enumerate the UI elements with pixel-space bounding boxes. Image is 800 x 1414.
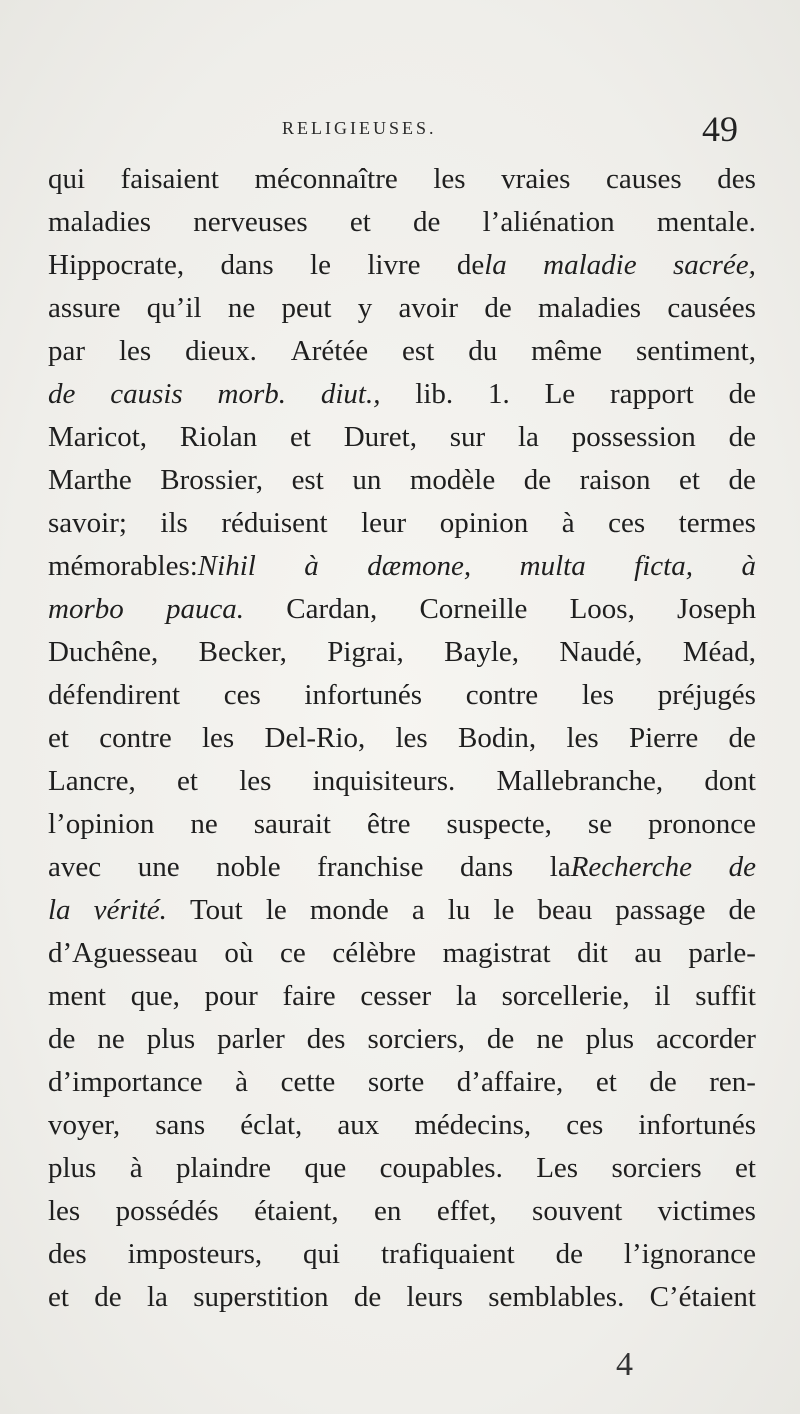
text-word: avoir <box>398 292 459 324</box>
text-word: qu’il <box>146 292 202 324</box>
text-line <box>48 631 756 674</box>
text-word: et <box>349 206 371 238</box>
text-word: Loos, <box>569 593 635 625</box>
text-word: dieux. <box>185 335 257 367</box>
text-word: de <box>649 1066 677 1098</box>
text-word: Duret, <box>343 421 417 453</box>
text-word: méconnaître <box>254 163 398 195</box>
text-word: morb. <box>217 378 287 410</box>
text-word: d’importance <box>48 1066 203 1098</box>
text-word: C’étaient <box>649 1281 756 1313</box>
text-word: à <box>741 550 756 582</box>
text-word: trafiquaient <box>381 1238 515 1270</box>
text-line <box>48 330 756 373</box>
text-word: et <box>48 722 69 754</box>
text-word: les <box>118 335 152 367</box>
text-line <box>48 1104 756 1147</box>
text-word: plus <box>146 1023 196 1055</box>
text-word: ne <box>190 808 218 840</box>
text-word: Arétée <box>290 335 369 367</box>
text-word: de <box>48 378 76 410</box>
text-word: Naudé, <box>559 636 643 668</box>
text-word: une <box>137 851 180 883</box>
text-line <box>48 459 756 502</box>
text-word: sentiment, <box>635 335 756 367</box>
text-word: sacrée, <box>672 249 756 281</box>
text-word: qui <box>48 163 86 195</box>
text-line <box>48 502 756 545</box>
text-line <box>48 588 756 631</box>
text-word: le <box>265 894 287 926</box>
text-word: au <box>634 937 662 969</box>
text-word: rapport <box>610 378 694 410</box>
text-word: dans <box>460 851 514 883</box>
text-line <box>48 674 756 717</box>
text-word: la <box>48 894 71 926</box>
text-word: de <box>523 464 552 496</box>
text-word: lib. <box>415 378 454 410</box>
text-word: éclat, <box>240 1109 303 1141</box>
text-word: Tout <box>189 894 243 926</box>
text-word: est <box>291 464 324 496</box>
text-line <box>48 760 756 803</box>
text-word: en <box>374 1195 402 1227</box>
text-word: sur <box>449 421 486 453</box>
text-word: contre <box>465 679 539 711</box>
text-word: a <box>411 894 425 926</box>
text-word: Les <box>536 1152 579 1184</box>
text-word: multa <box>519 550 586 582</box>
text-line <box>48 1061 756 1104</box>
text-word: Bayle, <box>444 636 520 668</box>
text-word: à <box>235 1066 249 1098</box>
text-word: ment <box>48 980 106 1012</box>
text-word: pour <box>204 980 258 1012</box>
text-word: et <box>735 1152 756 1184</box>
text-word: nerveuses <box>193 206 308 238</box>
text-word: voyer, <box>48 1109 121 1141</box>
text-word: qui <box>303 1238 341 1270</box>
text-word: réduisent <box>221 507 328 539</box>
text-word: de <box>94 1281 122 1313</box>
text-word: de <box>484 292 512 324</box>
text-word: cette <box>280 1066 336 1098</box>
text-word: Le <box>544 378 576 410</box>
text-word: que <box>304 1152 347 1184</box>
text-word: à <box>129 1152 143 1184</box>
text-line <box>48 287 756 330</box>
text-word: causes <box>605 163 682 195</box>
text-word: causées <box>667 292 756 324</box>
text-word: Méad, <box>682 636 756 668</box>
text-word: y <box>357 292 373 324</box>
text-line <box>48 975 756 1018</box>
text-line <box>48 1276 756 1319</box>
text-word: de <box>486 1023 515 1055</box>
text-line <box>48 889 756 932</box>
text-line <box>48 1190 756 1233</box>
text-word: ce <box>279 937 306 969</box>
text-word: faire <box>282 980 336 1012</box>
running-title: RELIGIEUSES. <box>282 118 437 138</box>
text-line <box>48 803 756 846</box>
text-word: Pierre <box>628 722 699 754</box>
text-line <box>48 1233 756 1276</box>
text-word: la <box>455 980 477 1012</box>
text-word: médecins, <box>414 1109 532 1141</box>
text-word: infortunés <box>304 679 423 711</box>
text-word: maladie <box>543 249 637 281</box>
text-word: Cardan, <box>286 593 378 625</box>
text-word: maladies <box>48 206 152 238</box>
text-word: la <box>517 421 539 453</box>
text-word: dont <box>704 765 756 797</box>
text-word: à <box>561 507 575 539</box>
text-word: l’ignorance <box>623 1238 756 1270</box>
text-word: les <box>433 163 466 195</box>
text-word: plaindre <box>175 1152 271 1184</box>
text-word: mémorables:Nihil <box>48 550 256 582</box>
text-word: ces <box>223 679 261 711</box>
text-line <box>48 158 756 201</box>
text-word: dit <box>577 937 608 969</box>
text-word: pauca. <box>165 593 245 625</box>
text-word: Riolan <box>179 421 258 453</box>
text-word: il <box>654 980 671 1012</box>
text-word: termes <box>678 507 756 539</box>
text-word: et <box>177 765 198 797</box>
text-word: beau <box>537 894 593 926</box>
text-word: morbo <box>48 593 124 625</box>
text-word: de <box>728 464 756 496</box>
text-word: coupables. <box>379 1152 503 1184</box>
text-word: plus <box>48 1152 97 1184</box>
text-word: les <box>395 722 428 754</box>
text-word: cesser <box>360 980 432 1012</box>
text-word: Bodin, <box>458 722 537 754</box>
text-word: prononce <box>648 808 756 840</box>
text-word: 1. <box>488 378 510 410</box>
text-word: que, <box>130 980 180 1012</box>
text-word: semblables. <box>488 1281 625 1313</box>
text-word: des <box>306 1023 346 1055</box>
text-word: préjugés <box>657 679 756 711</box>
text-word: noble <box>216 851 281 883</box>
text-word: Del-Rio, <box>264 722 366 754</box>
text-word: suspecte, <box>446 808 552 840</box>
text-word: la <box>146 1281 168 1313</box>
text-word: plus <box>585 1023 635 1055</box>
text-line <box>48 1018 756 1061</box>
text-word: et <box>48 1281 69 1313</box>
text-word: les <box>581 679 615 711</box>
text-word: de <box>555 1238 583 1270</box>
text-word: superstition <box>193 1281 329 1313</box>
text-word: Pigrai, <box>327 636 404 668</box>
text-word: Maricot, <box>48 421 148 453</box>
text-word: même <box>531 335 603 367</box>
text-word: ils <box>160 507 188 539</box>
text-word: livre <box>367 249 421 281</box>
text-word: savoir; <box>48 507 127 539</box>
text-word: les <box>566 722 599 754</box>
text-word: célèbre <box>332 937 417 969</box>
text-word: de <box>728 894 756 926</box>
text-word: saurait <box>253 808 331 840</box>
text-line <box>48 416 756 459</box>
text-word: dans <box>220 249 274 281</box>
text-word: Duchêne, <box>48 636 159 668</box>
text-word: possession <box>571 421 696 453</box>
text-word: le <box>493 894 515 926</box>
text-word: parler <box>217 1023 285 1055</box>
text-word: monde <box>309 894 389 926</box>
text-word: causis <box>110 378 183 410</box>
text-word: franchise <box>317 851 424 883</box>
text-word: et <box>289 421 311 453</box>
text-word: effet, <box>436 1195 497 1227</box>
text-line <box>48 373 756 416</box>
text-word: de <box>48 1023 76 1055</box>
text-word: de <box>353 1281 382 1313</box>
text-word: Hippocrate, <box>48 249 185 281</box>
text-word: sorte <box>367 1066 425 1098</box>
text-word: ces <box>566 1109 604 1141</box>
text-word: Corneille <box>419 593 528 625</box>
text-word: un <box>352 464 382 496</box>
text-word: le <box>310 249 331 281</box>
text-word: leur <box>361 507 407 539</box>
text-word: faisaient <box>120 163 219 195</box>
text-word: Lancre, <box>48 765 136 797</box>
text-word: inquisiteurs. <box>312 765 456 797</box>
text-word: de <box>728 378 756 410</box>
text-word: victimes <box>657 1195 756 1227</box>
text-line <box>48 244 756 287</box>
text-word: sans <box>155 1109 206 1141</box>
text-word: dæmone, <box>367 550 472 582</box>
text-word: d’affaire, <box>456 1066 564 1098</box>
text-word: vérité. <box>93 894 167 926</box>
text-word: modèle <box>409 464 496 496</box>
text-word: des <box>48 1238 87 1270</box>
text-word: parle- <box>688 937 756 969</box>
text-word: ne <box>97 1023 125 1055</box>
text-word: infortunés <box>638 1109 756 1141</box>
text-word: être <box>366 808 411 840</box>
text-word: opinion <box>439 507 529 539</box>
signature-mark: 4 <box>616 1346 633 1383</box>
text-line <box>48 545 756 588</box>
text-word: passage <box>615 894 706 926</box>
text-line <box>48 846 756 889</box>
text-word: les <box>202 722 235 754</box>
text-word: mentale. <box>656 206 756 238</box>
text-word: aux <box>337 1109 380 1141</box>
text-word: ne <box>227 292 256 324</box>
text-word: l’opinion <box>48 808 155 840</box>
text-word: et <box>679 464 700 496</box>
text-word: magistrat <box>442 937 551 969</box>
text-line <box>48 201 756 244</box>
text-word: à <box>304 550 319 582</box>
text-word: ces <box>608 507 646 539</box>
text-word: Joseph <box>677 593 756 625</box>
text-word: sorciers <box>611 1152 702 1184</box>
text-word: est <box>402 335 435 367</box>
text-word: leurs <box>406 1281 463 1313</box>
text-word: maladies <box>538 292 642 324</box>
text-word: dela <box>456 249 507 281</box>
body-text <box>48 158 756 1319</box>
text-word: peut <box>281 292 332 324</box>
text-word: du <box>468 335 498 367</box>
text-word: Marthe <box>48 464 132 496</box>
text-word: les <box>239 765 272 797</box>
text-word: où <box>224 937 254 969</box>
text-word: des <box>717 163 756 195</box>
text-word: vraies <box>501 163 571 195</box>
text-word: ne <box>536 1023 564 1055</box>
text-line <box>48 1147 756 1190</box>
text-word: avec <box>48 851 102 883</box>
page-header <box>0 108 800 158</box>
text-word: de <box>728 421 756 453</box>
page-number: 49 <box>702 109 738 149</box>
text-word: raison <box>579 464 651 496</box>
text-word: ren- <box>709 1066 756 1098</box>
text-line <box>48 717 756 760</box>
text-word: d’Aguesseau <box>48 937 198 969</box>
text-word: Mallebranche, <box>496 765 664 797</box>
text-word: diut., <box>320 378 381 410</box>
text-word: étaient, <box>254 1195 339 1227</box>
text-word: de <box>728 851 756 883</box>
text-word: ficta, <box>634 550 693 582</box>
text-word: se <box>587 808 613 840</box>
text-word: laRecherche <box>549 851 693 883</box>
text-word: et <box>595 1066 617 1098</box>
text-word: par <box>48 335 86 367</box>
text-word: Becker, <box>198 636 287 668</box>
text-word: Brossier, <box>160 464 264 496</box>
text-word: lu <box>447 894 471 926</box>
text-word: contre <box>99 722 172 754</box>
text-word: souvent <box>532 1195 623 1227</box>
text-word: défendirent <box>48 679 181 711</box>
text-word: sorcellerie, <box>501 980 630 1012</box>
text-word: l’aliénation <box>482 206 615 238</box>
text-word: suffit <box>695 980 756 1012</box>
text-word: de <box>728 722 756 754</box>
text-word: sorciers, <box>367 1023 465 1055</box>
text-word: possédés <box>115 1195 219 1227</box>
text-word: de <box>413 206 441 238</box>
text-word: imposteurs, <box>127 1238 263 1270</box>
text-word: les <box>48 1195 81 1227</box>
text-word: assure <box>48 292 121 324</box>
text-line <box>48 932 756 975</box>
text-word: accorder <box>656 1023 756 1055</box>
